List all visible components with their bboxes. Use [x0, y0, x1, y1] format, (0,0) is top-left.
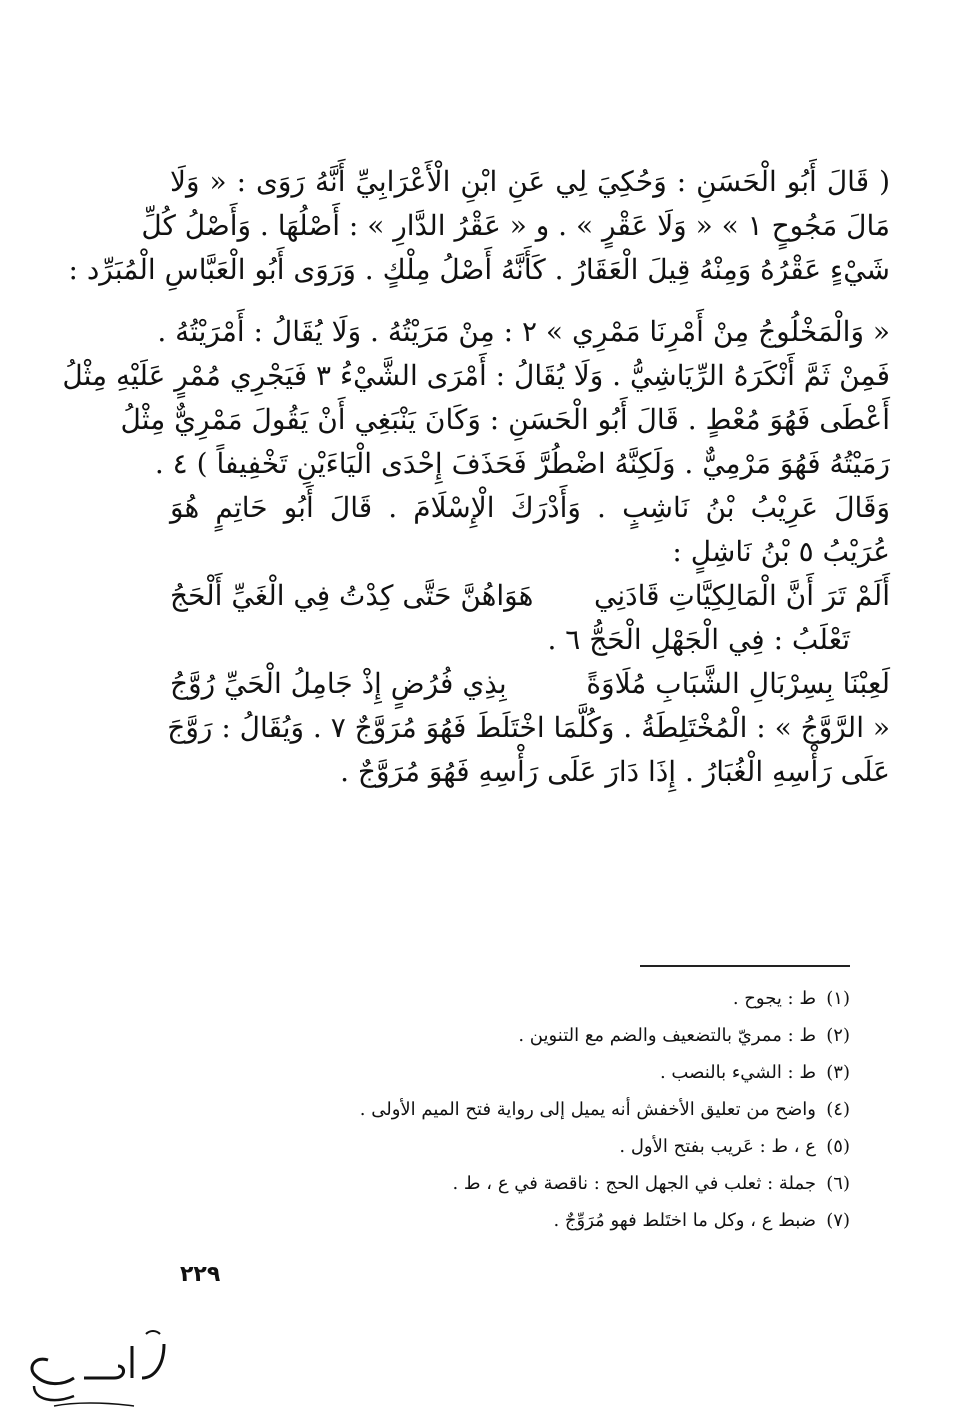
- text-line: رَمَيْتُهُ فَهُوَ مَرْمِيٌّ . وَلَكِنَّهُ اضْطُرَّ فَحَذَفَ إِحْدَى الْيَاءَيْنِ تَخْفِيفاً ) ٤ .: [154, 447, 890, 480]
- footnote-text: ضبط ع ، وكل ما اختَلط فهو مُرَوِّجٌ .: [553, 1210, 816, 1231]
- text-line: فَمِنْ ثَمَّ أَنْكَرَهُ الرِّيَاشِيُّ . وَلَا يُقَالُ : أَمْرَى الشَّيْءُ ٣ فَيَجْرِي مُمْرٍ عَلَيْهِ مِثْلُ: [62, 359, 890, 392]
- footnote: [300, 1054, 850, 1091]
- footnote-number: (٥): [826, 1136, 850, 1157]
- text-line: « وَالْمَخْلُوجُ مِنْ أَمْرِنَا مَمْرِي » ٢ : مِنْ مَرَيْتُهُ . وَلَا يُقَالُ : أَمْرَيْتُهُ .: [157, 315, 890, 348]
- verse-first-hemistich: لَعِبْنَا بِسِرْبَالِ الشَّبَابِ مُلَاوَةً: [586, 667, 890, 700]
- footnote: [300, 1128, 850, 1165]
- footnote-divider: [640, 965, 850, 967]
- verse-second-hemistich: بِذِي فُرُضٍ إِذْ جَامِلُ الْحَيِّ رُوَّجُ: [170, 667, 507, 700]
- text-line: مَالَ مَجُوحٍ ١ » « وَلَا عَقْرٍ » . و « عَقْرُ الدَّارِ » : أَصْلُهَا . وَأَصْلُ كُلِّ: [141, 209, 890, 242]
- text-line: وَقَالَ عَرِيْبُ بْنُ نَاشِبٍ . وَأَدْرَكَ الْإِسْلَامَ . قَالَ أَبُو حَاتِمٍ هُوَ: [170, 491, 890, 524]
- footnote-text: جملة : ثعلب في الجهل الحج : ناقصة في ع ، ط .: [452, 1173, 816, 1194]
- footnote: [300, 1165, 850, 1202]
- text-line: « الرَّوَّجُ » : الْمُخْتَلِطَةُ . وَكُلَّمَا اخْتَلَطَ فَهُوَ مُرَوَّجٌ ٧ . وَيُقَالُ : رَوَّجَ: [167, 711, 890, 744]
- page-number: ٢٢٩: [180, 1262, 221, 1287]
- footnote-number: (٧): [826, 1210, 850, 1231]
- verse-second-hemistich: هَوَاهُنَّ حَتَّى كِدْتُ فِي الْغَيِّ أَلْحَجُ: [170, 579, 534, 612]
- footnote-text: ط : الشيء بالنصب .: [659, 1062, 816, 1083]
- footnote: [300, 1202, 850, 1239]
- footnote-text: واضح من تعليق الأخفش أنه يميل إلى رواية فتح الميم الأولى .: [359, 1099, 816, 1120]
- verse-line: [170, 662, 890, 706]
- footnote: [300, 1017, 850, 1054]
- verse-line: [170, 574, 890, 618]
- footnote-number: (١): [826, 988, 850, 1009]
- verse-continuation: تَعْلَبُ : فِي الْجَهْلِ الْحَجُّ ٦ .: [547, 623, 850, 656]
- text-line: عُرَيْبُ ٥ بْنُ نَاشِلٍ :: [672, 535, 890, 568]
- text-line: أَعْطَى فَهُوَ مُعْطٍ . قَالَ أَبُو الْحَسَنِ : وَكَانَ يَنْبَغِي أَنْ يَقُولَ مَمْرِيٌّ مِثْلُ: [120, 403, 890, 436]
- footnote-number: (٤): [826, 1099, 850, 1120]
- footnote-text: ع ، ط : عَريب بفتح الأول .: [619, 1136, 816, 1157]
- footnote-number: (٢): [826, 1025, 850, 1046]
- calligraphic-logo-icon: [14, 1326, 174, 1416]
- footnote: [300, 980, 850, 1017]
- footnote-number: (٦): [826, 1173, 850, 1194]
- footnote-text: ط : ممريّ بالتضعيف والضم مع التنوين .: [518, 1025, 816, 1046]
- main-text: [62, 160, 890, 794]
- text-line: عَلَى رَأْسِهِ الْغُبَارُ . إِذَا دَارَ عَلَى رَأْسِهِ فَهُوَ مُرَوَّجٌ .: [340, 755, 890, 788]
- text-line: شَيْءٍ عَقْرُهُ وَمِنْهُ قِيلَ الْعَقَارُ . كَأَنَّهُ أَصْلُ مِلْكٍ . وَرَوَى أَبُو الْعَبَّاسِ الْمُبَرِّد :: [68, 253, 890, 286]
- verse-first-hemistich: أَلَمْ تَرَ أَنَّ الْمَالِكِيَّاتِ قَادَنِي: [593, 579, 890, 612]
- footnote-number: (٣): [826, 1062, 850, 1083]
- text-line: ( قَالَ أَبُو الْحَسَنِ : وَحُكِيَ لِي عَنِ ابْنِ الْأَعْرَابِيِّ أَنَّهُ رَوَى : « وَلَا: [170, 165, 890, 198]
- footnote: [300, 1091, 850, 1128]
- footnotes: [300, 980, 850, 1239]
- footnote-text: ط : يجوح .: [732, 988, 816, 1009]
